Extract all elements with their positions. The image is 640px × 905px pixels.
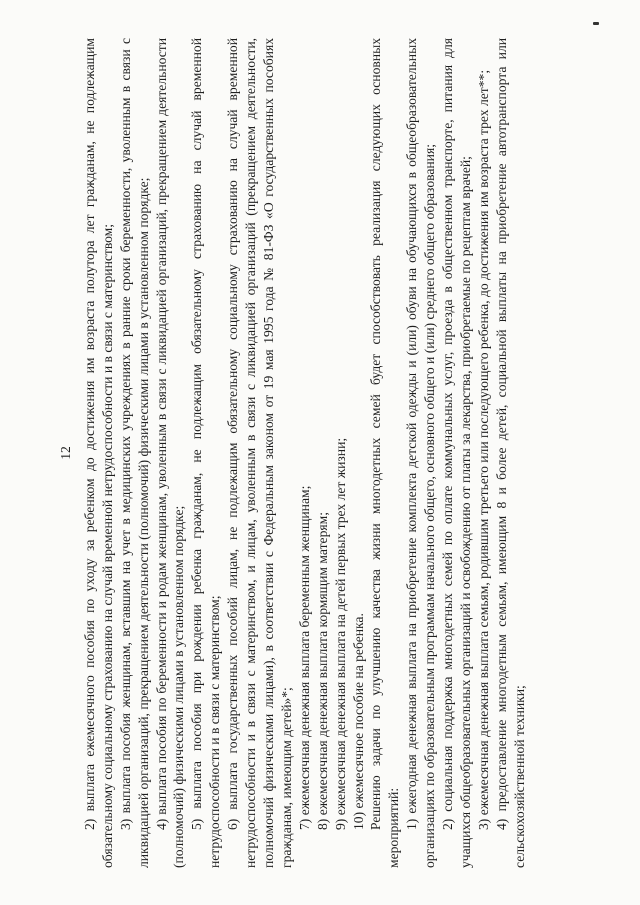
- page-number: 12: [58, 446, 73, 460]
- paragraph: 4) предоставление многодетным семьям, имеющим 8 и более детей, социальной выплаты на приобретение автотранспорта или сельскохозяйственной техники;: [493, 38, 527, 868]
- rotated-text-block: [57, 38, 587, 868]
- paragraph: 5) выплата пособия при рождении ребенка гражданам, не подлежащим обязательному страхованию на случай временной нетрудоспособности и в связи с материнством;: [189, 38, 223, 868]
- paragraph: 7) ежемесячная денежная выплата беременным женщинам;: [296, 485, 312, 830]
- paragraph: 2) выплата ежемесячного пособия по уходу за ребенком до достижения им возраста полутора лет гражданам, не подлежащим обязательному социальному страхованию на случай временной нетрудоспособности и в связи с материнством;: [81, 38, 115, 868]
- paragraph: 4) выплата пособия по беременности и родам женщинам, уволенным в связи с ликвидацией организаций, прекращением деятельности (полномочий) физическими лицами в установленном порядке;: [153, 38, 187, 868]
- paragraph: 2) социальная поддержка многодетных семей по оплате коммунальных услуг, проезда в общественном транспорте, питания для учащихся общеобразовательных организаций и освобождению от платы за лекарства, приобретаемые по рецептам врачей;: [440, 38, 473, 868]
- paragraph: 6) выплата государственных пособий лицам, не подлежащим обязательному социальному страхованию на случай временной нетрудоспособности и в связи с материнством, и лицам, уволенным в связи с ликвидацией организаций (прекращением деятельности, полномочий физическими лицами), в соответствии с Федеральным законом от 19 мая 1995 года № 81-ФЗ «О государственных пособиях гражданам, имеющим детей»*;: [225, 38, 294, 868]
- paragraph: Решению задачи по улучшению качества жизни многодетных семей будет способствовать реализация следующих основных мероприятий:: [368, 38, 402, 868]
- paragraph: 1) ежегодная денежная выплата на приобретение комплекта детской одежды и (или) обуви на обучающихся в общеобразовательных организациях по образовательным программам начального общего, основного общего и (или) среднего общего образования;: [404, 38, 438, 868]
- paragraph: 3) выплата пособия женщинам, вставшим на учет в медицинских учреждениях в ранние сроки беременности, уволенным в связи с ликвидацией организаций, прекращением деятельности (полномочий) физическими лицами в установленном порядке;: [117, 38, 151, 868]
- paragraph: 3) ежемесячная денежная выплата семьям, родившим третьего или последующего ребенка, до достижения им возраста трех лет**;: [475, 69, 491, 830]
- paragraph: 8) ежемесячная денежная выплата кормящим матерям;: [314, 512, 330, 830]
- scan-mark: [593, 22, 599, 25]
- paragraph: 9) ежемесячная денежная выплата на детей первых трех лет жизни;: [332, 437, 348, 830]
- paragraph: 10) ежемесячное пособие на ребенка.: [350, 613, 366, 830]
